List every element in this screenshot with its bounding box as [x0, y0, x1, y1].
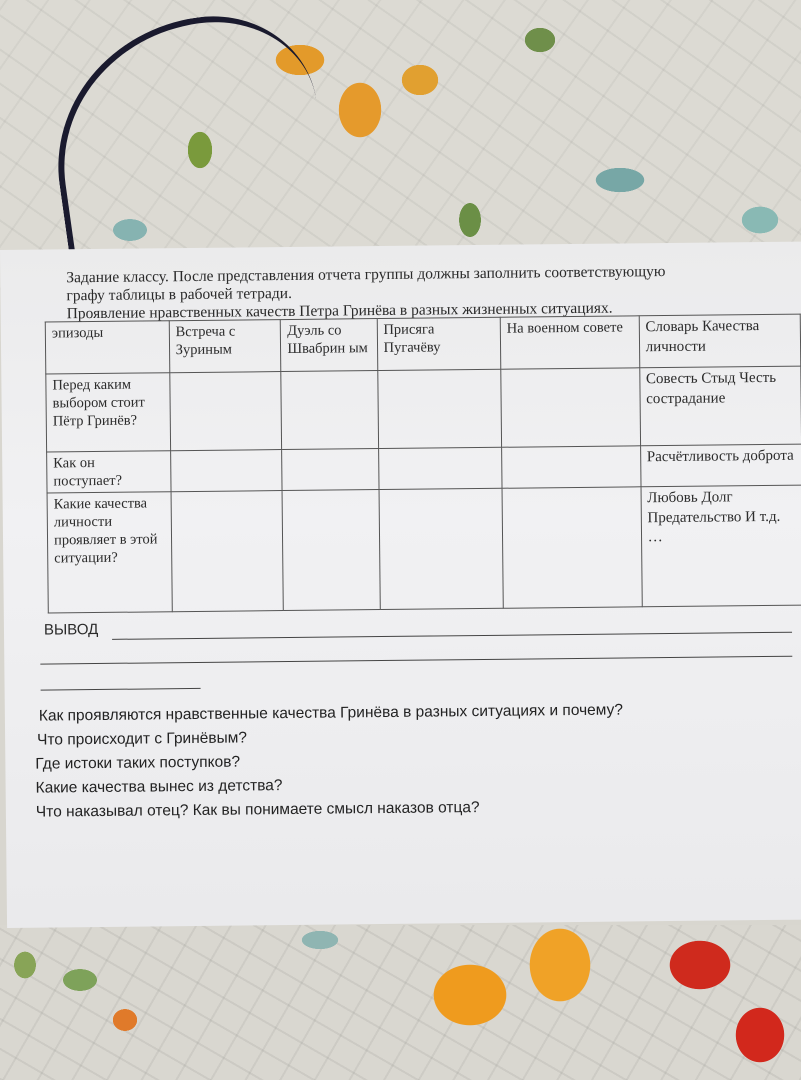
header-episodes: эпизоды — [45, 321, 169, 374]
empty-cell — [282, 490, 379, 611]
empty-cell — [377, 369, 501, 448]
empty-cell — [282, 449, 379, 491]
empty-cell — [379, 488, 504, 609]
qualities-table — [45, 314, 801, 614]
header-war-council: На военном совете — [500, 316, 639, 369]
empty-cell — [171, 491, 284, 612]
row-label-choice: Перед каким выбором стоит Пётр Гринёв? — [46, 373, 170, 452]
table-row — [46, 366, 801, 452]
question-item: Какие качества вынес из детства? — [35, 777, 283, 797]
empty-cell — [501, 446, 640, 488]
dictionary-cell-3: Любовь Долг Предательство И т.д. … — [641, 485, 801, 607]
conclusion-label: ВЫВОД — [43, 620, 99, 639]
header-oath-pugachev: Присяга Пугачёву — [377, 317, 501, 370]
table-row — [47, 485, 801, 613]
header-duel-shvabrin: Дуэль со Швабрин ым — [281, 319, 378, 372]
table-caption: Проявление нравственных качеств Петра Гринёва в разных жизненных ситуациях. — [66, 299, 613, 323]
task-line-2: графу таблицы в рабочей тетради. — [66, 284, 292, 305]
question-item: Что происходит с Гринёвым? — [37, 729, 248, 749]
answer-line — [41, 688, 201, 691]
header-dictionary: Словарь Качества личности — [639, 314, 801, 368]
question-item: Где истоки таких поступков? — [35, 753, 241, 773]
table-header-row — [45, 314, 801, 374]
empty-cell — [502, 487, 642, 608]
answer-line — [40, 656, 792, 665]
dictionary-cell-1: Совесть Стыд Честь сострадание — [639, 366, 801, 446]
task-line-1: Задание классу. После представления отчета группы должны заполнить соответствующую — [66, 263, 666, 287]
questions-list — [35, 697, 776, 825]
worksheet-paper — [0, 242, 801, 928]
row-label-qualities: Какие качества личности проявляет в этой ситуации? — [47, 492, 172, 613]
empty-cell — [501, 368, 641, 447]
dictionary-cell-2: Расчётливость доброта — [640, 444, 801, 487]
row-label-action: Как он поступает? — [47, 451, 171, 493]
question-item: Что наказывал отец? Как вы понимаете смысл наказов отца? — [35, 799, 480, 821]
empty-cell — [281, 371, 378, 450]
empty-cell — [378, 447, 502, 489]
header-meeting-zurin: Встреча с Зуриным — [169, 320, 281, 373]
empty-cell — [169, 372, 281, 451]
empty-cell — [170, 450, 282, 492]
question-item: Как проявляются нравственные качества Гринёва в разных ситуациях и почему? — [38, 701, 624, 725]
painted-canvas-background-bottom — [0, 925, 801, 1080]
